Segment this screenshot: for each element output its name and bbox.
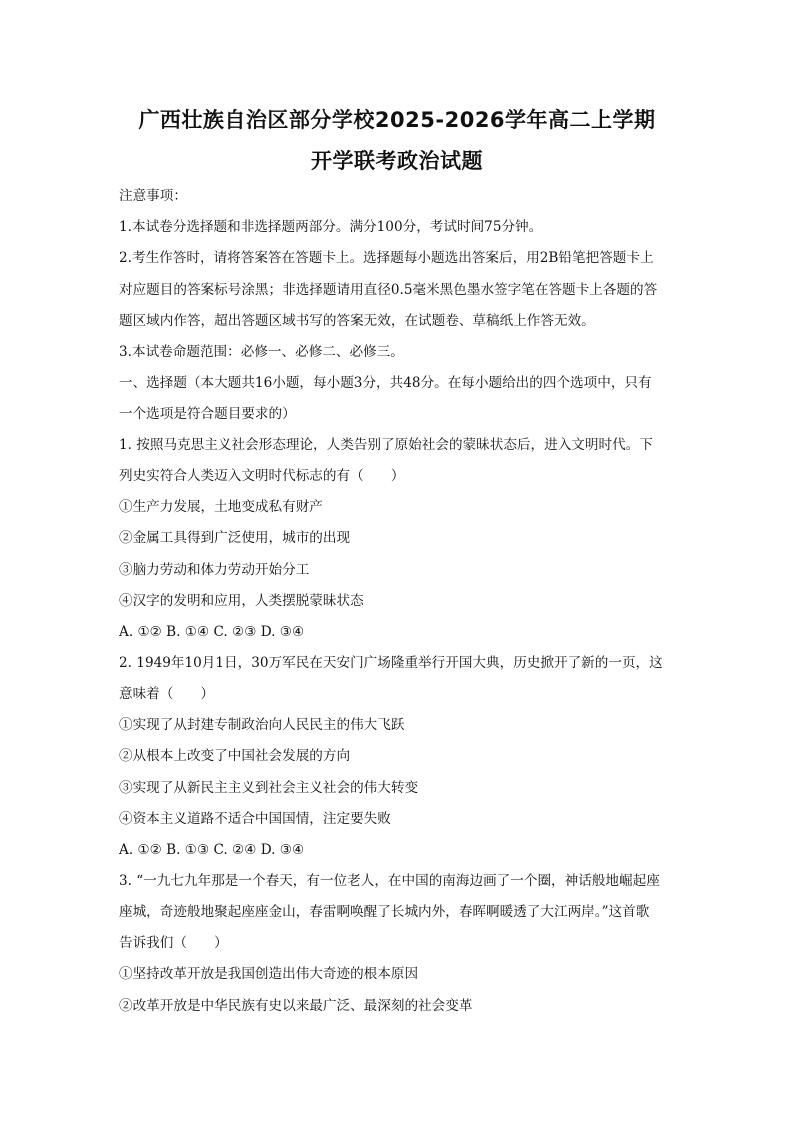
question-1-stem-line1: 1. 按照马克思主义社会形态理论，人类告别了原始社会的蒙昧状态后，进入文明时代。下 — [119, 437, 653, 453]
question-3-option-1: ①坚持改革开放是我国创造出伟大奇迹的根本原因 — [119, 966, 419, 982]
question-2-choices: A. ①② B. ①③ C. ②④ D. ③④ — [119, 842, 305, 858]
question-1-option-1: ①生产力发展，土地变成私有财产 — [119, 499, 323, 515]
exam-title-line1: 广西壮族自治区部分学校2025-2026学年高二上学期 — [138, 108, 656, 132]
section-heading-line2: 一个选项是符合题目要求的） — [119, 406, 296, 422]
question-1-option-4: ④汉字的发明和应用，人类摆脱蒙昧状态 — [119, 593, 364, 609]
question-3-stem-line2: 座城，奇迹般地聚起座座金山，春雷啊唤醒了长城内外，春晖啊暖透了大江两岸。”这首歌 — [119, 904, 650, 920]
question-1-option-2: ②金属工具得到广泛使用，城市的出现 — [119, 530, 351, 546]
notice-item-2-line3: 题区域内作答，超出答题区域书写的答案无效，在试题卷、草稿纸上作答无效。 — [119, 313, 595, 329]
notice-item-2-line1: 2.考生作答时，请将答案答在答题卡上。选择题每小题选出答案后，用2B铅笔把答题卡上 — [119, 250, 654, 266]
question-3-stem-line3: 告诉我们（ ） — [119, 935, 228, 951]
question-2-option-4: ④资本主义道路不适合中国国情，注定要失败 — [119, 811, 391, 827]
question-2-option-1: ①实现了从封建专制政治向人民民主的伟大飞跃 — [119, 717, 405, 733]
question-1-stem-line2: 列史实符合人类迈入文明时代标志的有（ ） — [119, 468, 405, 484]
section-heading-line1: 一、选择题（本大题共16小题，每小题3分，共48分。在每小题给出的四个选项中，只有 — [119, 375, 652, 391]
question-3-option-2: ②改革开放是中华民族有史以来最广泛、最深刻的社会变革 — [119, 998, 473, 1014]
notice-item-3: 3.本试卷命题范围：必修一、必修二、必修三。 — [119, 344, 404, 360]
question-1-option-3: ③脑力劳动和体力劳动开始分工 — [119, 562, 310, 578]
question-2-stem-line2: 意味着（ ） — [119, 686, 215, 702]
notice-item-2-line2: 对应题目的答案标号涂黑；非选择题请用直径0.5毫米黑色墨水签字笔在答题卡上各题的答 — [119, 282, 658, 298]
question-2-stem-line1: 2. 1949年10月1日，30万军民在天安门广场隆重举行开国大典，历史掀开了新的一页，这 — [119, 655, 663, 671]
notice-item-1: 1.本试卷分选择题和非选择题两部分。满分100分，考试时间75分钟。 — [119, 219, 543, 235]
question-2-option-2: ②从根本上改变了中国社会发展的方向 — [119, 748, 351, 764]
question-1-choices: A. ①② B. ①④ C. ②③ D. ③④ — [119, 624, 305, 640]
notice-heading: 注意事项： — [119, 188, 187, 204]
question-2-option-3: ③实现了从新民主主义到社会主义社会的伟大转变 — [119, 780, 419, 796]
question-3-stem-line1: 3. “一九七九年那是一个春天，有一位老人，在中国的南海边画了一个圈，神话般地崛起座 — [119, 873, 660, 889]
exam-title-line2: 开学联考政治试题 — [311, 149, 483, 173]
